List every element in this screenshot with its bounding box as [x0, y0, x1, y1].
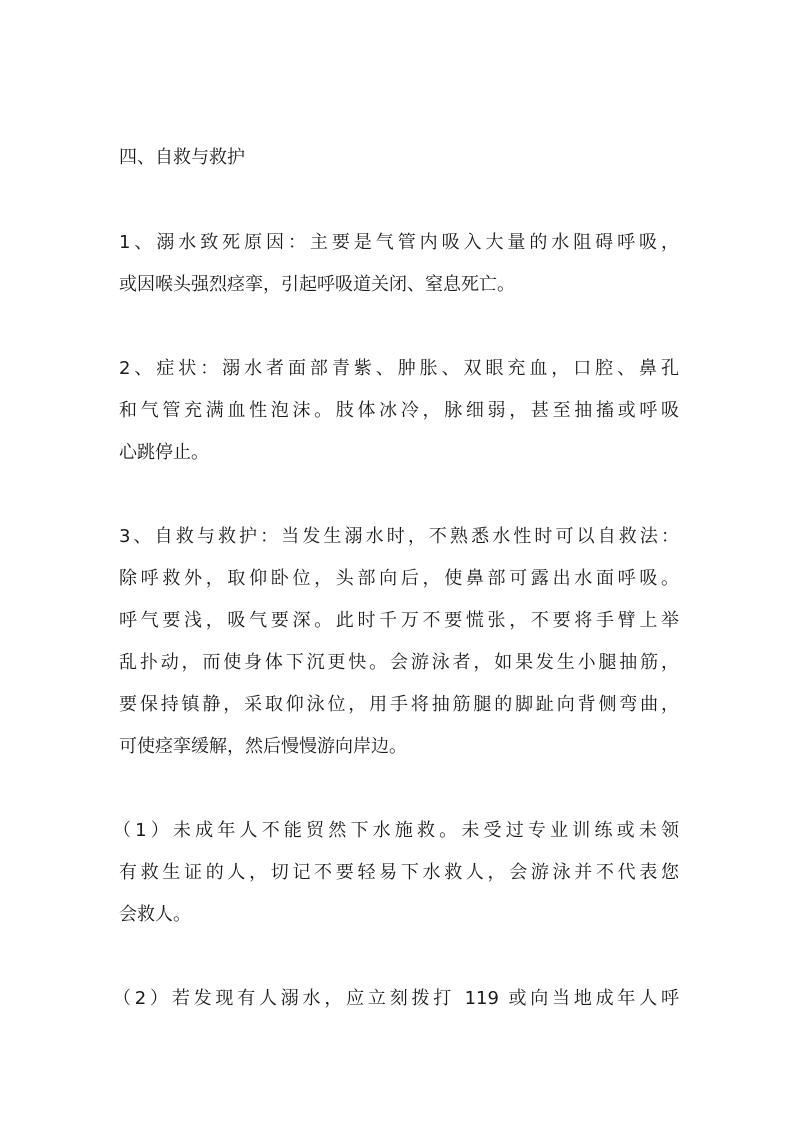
paragraph-line: 呼气要浅，吸气要深。此时千万不要慌张，不要将手臂上举: [119, 610, 679, 631]
paragraph-line: 会救人。: [119, 904, 191, 925]
section-heading: 四、自救与救护: [119, 147, 245, 168]
paragraph-line: 有救生证的人，切记不要轻易下水救人，会游泳并不代表您: [119, 862, 679, 883]
paragraph-line: 心跳停止。: [119, 442, 209, 463]
paragraph-line: 要保持镇静，采取仰泳位，用手将抽筋腿的脚趾向背侧弯曲，: [119, 694, 679, 715]
paragraph-line: （2）若发现有人溺水，应立刻拨打 119 或向当地成年人呼: [113, 988, 679, 1009]
paragraph-line: （1）未成年人不能贸然下水施救。未受过专业训练或未领: [113, 820, 679, 841]
paragraph-line: 可使痉挛缓解，然后慢慢游向岸边。: [119, 736, 407, 757]
paragraph-line: 除呼救外，取仰卧位，头部向后，使鼻部可露出水面呼吸。: [119, 568, 679, 589]
paragraph-line: 乱扑动，而使身体下沉更快。会游泳者，如果发生小腿抽筋，: [119, 652, 679, 673]
paragraph-line: 或因喉头强烈痉挛，引起呼吸道关闭、窒息死亡。: [119, 274, 515, 295]
paragraph-line: 1、溺水致死原因：主要是气管内吸入大量的水阻碍呼吸，: [119, 232, 679, 253]
paragraph-line: 2、症状：溺水者面部青紫、肿胀、双眼充血，口腔、鼻孔: [119, 358, 679, 379]
paragraph-line: 3、自救与救护：当发生溺水时，不熟悉水性时可以自救法：: [119, 526, 679, 547]
paragraph-line: 和气管充满血性泡沫。肢体冰冷，脉细弱，甚至抽搐或呼吸: [119, 400, 679, 421]
